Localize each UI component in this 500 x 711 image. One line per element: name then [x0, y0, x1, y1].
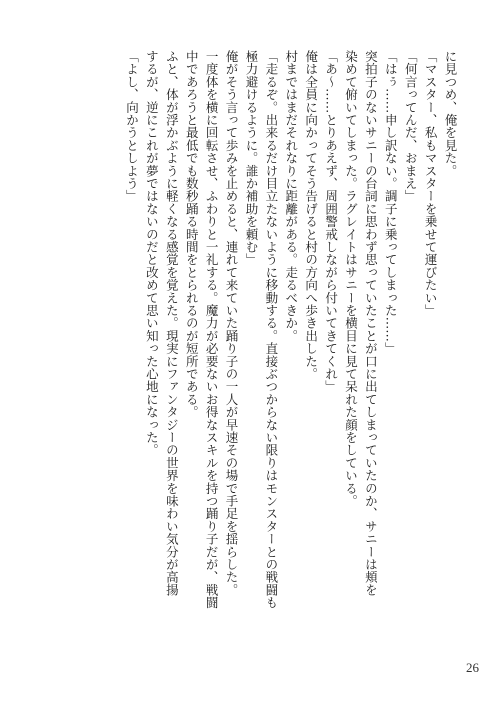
vertical-text-body: [40, 50, 460, 630]
text-line: 極力避けるように。誰か補助を頼む」: [243, 50, 259, 266]
text-line: に見つめ、俺を見た。: [443, 50, 458, 177]
text-line: ふと、体が浮かぶように軽くなる感覚を覚えた。現実にファンタジーの世界を味わい気分が高揚: [164, 50, 180, 597]
text-line: 突拍子のないサニーの台詞に思わず思っていたことが口に出てしまっていたのか、サニーは頬を: [363, 50, 379, 597]
text-line: 俺がそう言って歩みを止めると、連れて来ていた踊り子の一人が早速その場で手足を揺らした。: [224, 50, 240, 597]
text-line: 「走るぞ。出来るだけ目立たないように移動する。直接ぶつからない限りはモンスターとの戦闘も: [263, 50, 279, 609]
text-line: 「はぅ……申し訳ない。調子に乗ってしまった……」: [383, 50, 399, 355]
text-line: 俺は全員に向かってそう告げると村の方向へ歩き出した。: [303, 50, 319, 381]
text-line: 「マスター、私もマスターを乗せて運びたい」: [423, 50, 439, 317]
text-line: するが、逆にこれが夢ではないのだと改めて思い知った心地になった。: [144, 50, 160, 457]
page-number: 26: [466, 660, 479, 675]
text-line: 「よし、向かうとしよう」: [124, 50, 140, 203]
text-line: 染めて俯いてしまった。ラグレイトはサニーを横目に見て呆れた顔をしている。: [343, 50, 359, 508]
text-line: 「何言ってんだ、おまえ」: [403, 50, 419, 203]
text-line: 一度体を横に回転させ、ふわりと一礼する。魔力が必要ないお得なスキルを持つ踊り子だが、戦闘: [204, 50, 220, 609]
text-line: 村まではまだそれなりに距離がある。走るべきか。: [283, 50, 299, 343]
text-line: 「あ～……とりあえず、周囲警戒しながら付いてきてくれ」: [323, 50, 339, 393]
text-line: 中であろうと最低でも数秒踊る時間をとられるのが短所である。: [184, 50, 200, 419]
